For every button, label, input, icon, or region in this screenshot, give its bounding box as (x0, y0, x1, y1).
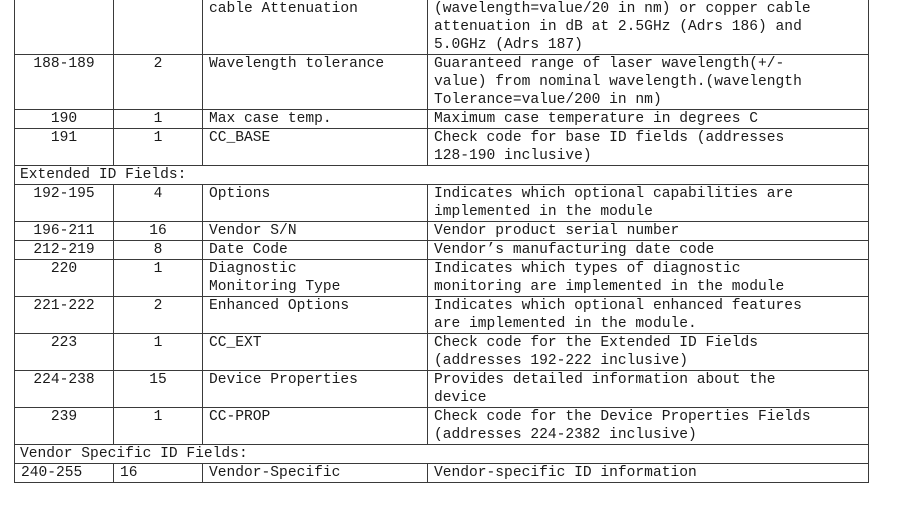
description-cell: (wavelength=value/20 in nm) or copper cable attenuation in dB at 2.5GHz (Adrs 186) and 5.0GHz (Adrs 187) (428, 0, 869, 55)
description-cell: Vendor product serial number (428, 222, 869, 241)
size-cell: 8 (114, 241, 203, 260)
description-cell: Vendor’s manufacturing date code (428, 241, 869, 260)
field-name-cell: CC_BASE (203, 129, 428, 166)
description-cell: Provides detailed information about the device (428, 371, 869, 408)
table-row (15, 110, 869, 129)
address-cell: 188-189 (15, 55, 114, 110)
size-cell (114, 0, 203, 55)
field-name-cell: Wavelength tolerance (203, 55, 428, 110)
table-row (15, 0, 869, 55)
field-name-cell: Diagnostic Monitoring Type (203, 260, 428, 297)
address-cell: 196-211 (15, 222, 114, 241)
address-cell: 221-222 (15, 297, 114, 334)
description-cell: Indicates which types of diagnostic monitoring are implemented in the module (428, 260, 869, 297)
description-cell: Check code for base ID fields (addresses 128-190 inclusive) (428, 129, 869, 166)
description-cell: Guaranteed range of laser wavelength(+/- value) from nominal wavelength.(wavelength Tolerance=value/200 in nm) (428, 55, 869, 110)
size-cell: 2 (114, 297, 203, 334)
size-cell: 1 (114, 334, 203, 371)
field-name-cell: Enhanced Options (203, 297, 428, 334)
table-row (15, 371, 869, 408)
description-cell: Check code for the Device Properties Fields (addresses 224-2382 inclusive) (428, 408, 869, 445)
table-row (15, 334, 869, 371)
table-row (15, 185, 869, 222)
field-name-cell: CC_EXT (203, 334, 428, 371)
address-cell: 223 (15, 334, 114, 371)
size-cell: 1 (114, 129, 203, 166)
address-cell: 192-195 (15, 185, 114, 222)
address-cell: 191 (15, 129, 114, 166)
table-row (15, 464, 869, 483)
table-row (15, 129, 869, 166)
table-row (15, 222, 869, 241)
section-header-row (15, 445, 869, 464)
section-header-extended: Extended ID Fields: (15, 166, 869, 185)
size-cell: 1 (114, 408, 203, 445)
address-cell: 239 (15, 408, 114, 445)
size-cell: 2 (114, 55, 203, 110)
description-cell: Indicates which optional capabilities are implemented in the module (428, 185, 869, 222)
address-cell: 212-219 (15, 241, 114, 260)
description-cell: Check code for the Extended ID Fields (addresses 192-222 inclusive) (428, 334, 869, 371)
field-name-cell: Date Code (203, 241, 428, 260)
field-name-cell: Vendor-Specific (203, 464, 428, 483)
size-cell: 15 (114, 371, 203, 408)
id-fields-table (14, 0, 869, 483)
size-cell: 16 (114, 464, 203, 483)
field-name-cell: Max case temp. (203, 110, 428, 129)
size-cell: 1 (114, 110, 203, 129)
table-row (15, 241, 869, 260)
table-row (15, 297, 869, 334)
address-cell: 220 (15, 260, 114, 297)
field-name-cell: Vendor S/N (203, 222, 428, 241)
address-cell: 224-238 (15, 371, 114, 408)
address-cell: 190 (15, 110, 114, 129)
size-cell: 1 (114, 260, 203, 297)
section-header-row (15, 166, 869, 185)
field-name-cell: cable Attenuation (203, 0, 428, 55)
description-cell: Maximum case temperature in degrees C (428, 110, 869, 129)
description-cell: Vendor-specific ID information (428, 464, 869, 483)
field-name-cell: CC-PROP (203, 408, 428, 445)
address-cell: 240-255 (15, 464, 114, 483)
size-cell: 4 (114, 185, 203, 222)
field-name-cell: Options (203, 185, 428, 222)
address-cell (15, 0, 114, 55)
table-row (15, 55, 869, 110)
description-cell: Indicates which optional enhanced features are implemented in the module. (428, 297, 869, 334)
section-header-vendor: Vendor Specific ID Fields: (15, 445, 869, 464)
field-name-cell: Device Properties (203, 371, 428, 408)
table-row (15, 260, 869, 297)
size-cell: 16 (114, 222, 203, 241)
table-row (15, 408, 869, 445)
